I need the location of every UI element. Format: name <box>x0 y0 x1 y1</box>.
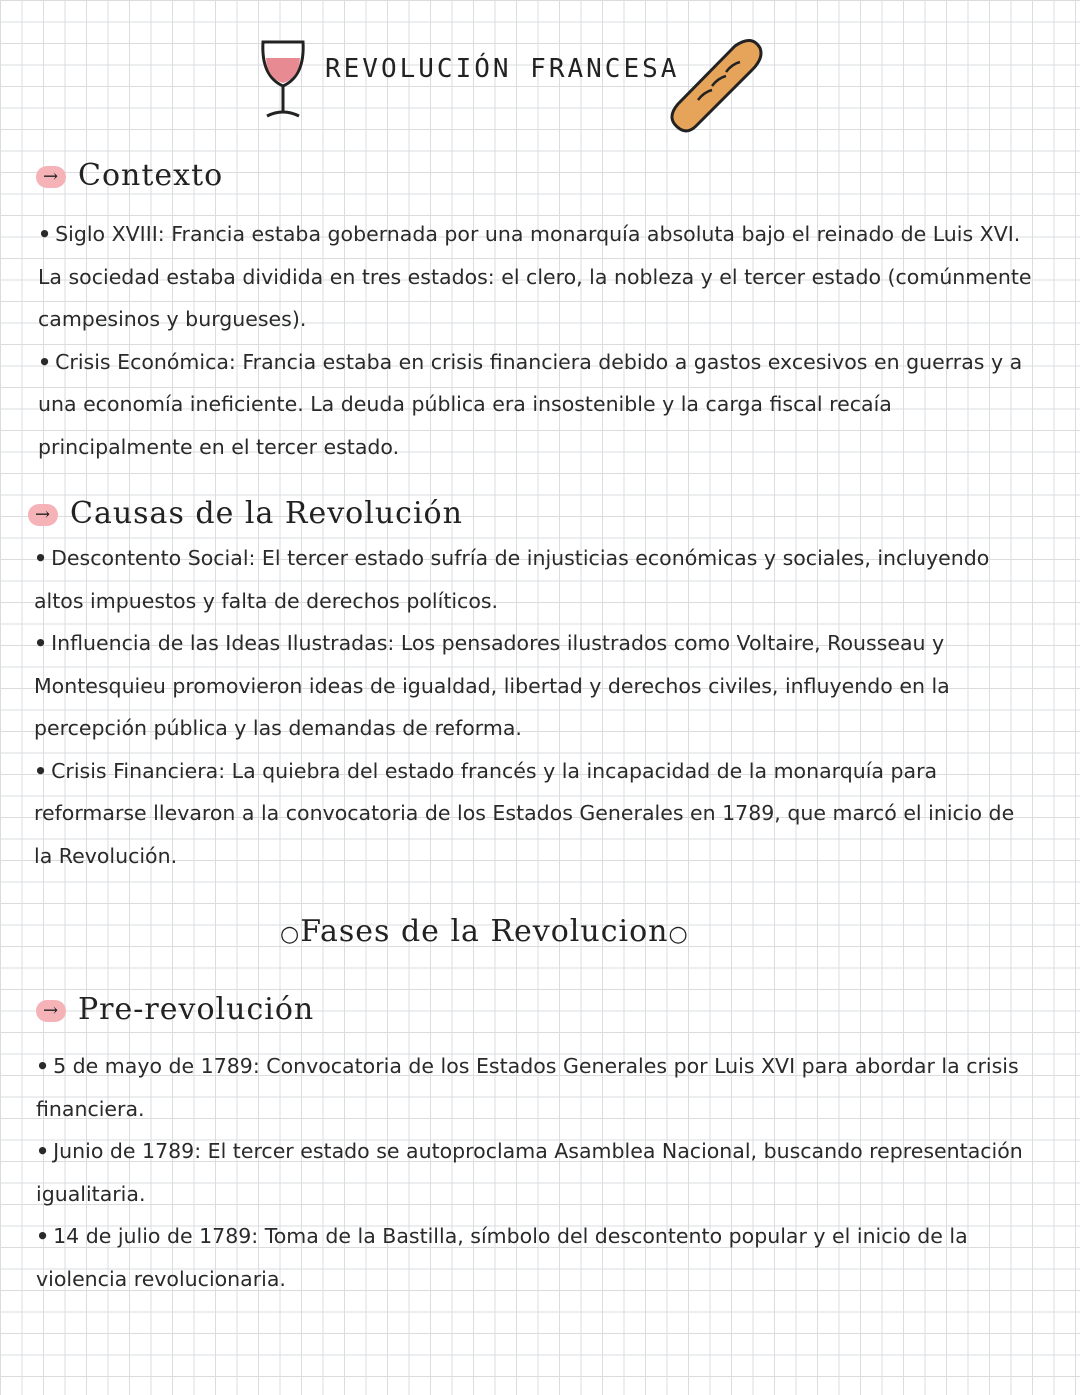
section-heading-fases <box>280 914 689 949</box>
baguette-icon <box>660 34 770 144</box>
page-title: REVOLUCIÓN FRANCESA <box>325 54 680 84</box>
paragraph: • 5 de mayo de 1789: Convocatoria de los Estados Generales por Luis XVI para abordar la crisis financiera. <box>36 1054 1019 1121</box>
circle-icon: ○ <box>668 922 689 947</box>
paragraph: • Siglo XVIII: Francia estaba gobernada por una monarquía absoluta bajo el reinado de Luis XVI. La sociedad estaba dividida en tres estados: el clero, la nobleza y el tercer estado (comúnmente campesinos y burgueses). <box>38 222 1032 331</box>
section-heading-pre <box>36 992 314 1027</box>
paragraph: • Junio de 1789: El tercer estado se autoproclama Asamblea Nacional, buscando representación igualitaria. <box>36 1139 1023 1206</box>
arrow-right-icon: → <box>36 1000 66 1022</box>
paragraph: • Influencia de las Ideas Ilustradas: Los pensadores ilustrados como Voltaire, Rousseau y Montesquieu promovieron ideas de igualdad, libertad y derechos civiles, influyendo en la percepción pública y las demandas de reforma. <box>34 631 950 740</box>
causas-body <box>34 537 1034 877</box>
heading-text: Causas de la Revolución <box>70 496 463 531</box>
section-heading-contexto <box>36 158 223 193</box>
heading-text: Fases de la Revolucion <box>300 914 669 949</box>
paragraph: • 14 de julio de 1789: Toma de la Bastilla, símbolo del descontento popular y el inicio de la violencia revolucionaria. <box>36 1224 968 1291</box>
wine-glass-icon <box>255 36 311 122</box>
section-heading-causas <box>28 496 463 531</box>
heading-text: Pre-revolución <box>78 992 315 1027</box>
title-row <box>0 32 1080 142</box>
paragraph: • Crisis Financiera: La quiebra del estado francés y la incapacidad de la monarquía para reformarse llevaron a la convocatoria de los Estados Generales en 1789, que marcó el inicio de la Revolución. <box>34 758 1015 868</box>
paragraph: • Descontento Social: El tercer estado sufría de injusticias económicas y sociales, incluyendo altos impuestos y falta de derechos políticos. <box>34 546 990 613</box>
contexto-body <box>38 213 1038 468</box>
pre-body <box>36 1045 1036 1300</box>
paragraph: • Crisis Económica: Francia estaba en crisis financiera debido a gastos excesivos en guerras y a una economía ineficiente. La deuda pública era insostenible y la carga fiscal recaía principalmente en el tercer estado. <box>38 349 1023 459</box>
circle-icon: ○ <box>280 922 301 947</box>
heading-text: Contexto <box>78 158 224 193</box>
arrow-right-icon: → <box>28 504 58 526</box>
arrow-right-icon: → <box>36 166 66 188</box>
